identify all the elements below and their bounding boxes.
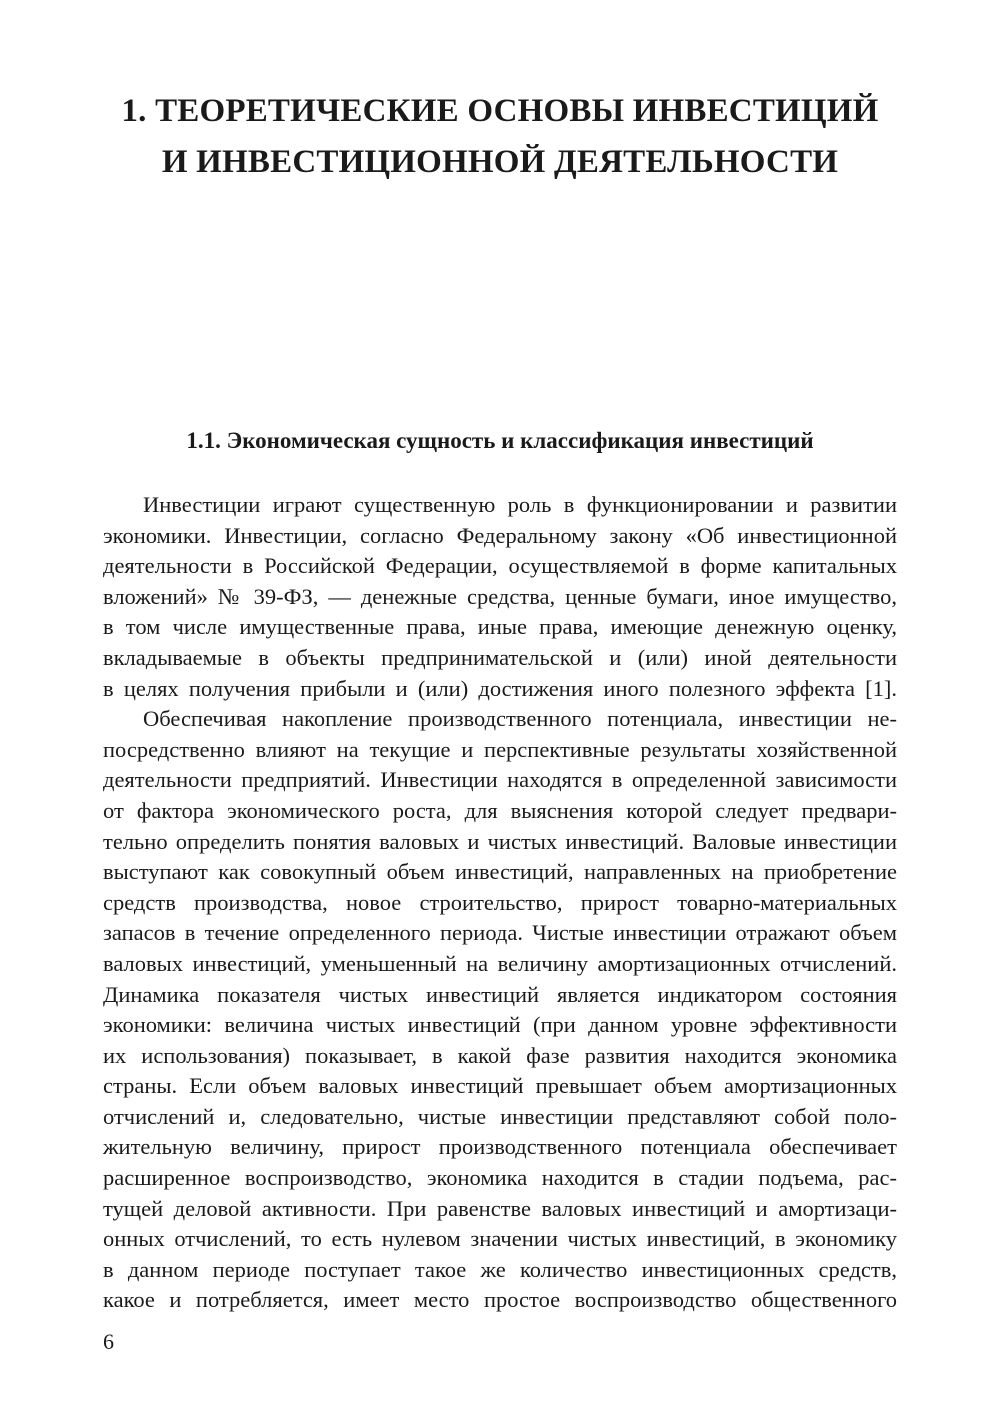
chapter-title: [100, 86, 900, 188]
chapter-title-line-1: 1. ТЕОРЕТИЧЕСКИЕ ОСНОВЫ ИНВЕСТИЦИЙ: [121, 93, 879, 129]
text-line: деятельности предприятий. Инвестиции находятся в определенной зависимости: [103, 767, 897, 793]
text-line: тельно определить понятия валовых и чистых инвестиций. Валовые инвестиции: [103, 828, 897, 854]
text-line: онных отчислений, то есть нулевом значении чистых инвестиций, в экономику: [103, 1226, 897, 1252]
text-line: жительную величину, прирост производственного потенциала обеспечивает: [103, 1134, 897, 1160]
section-title: 1.1. Экономическая сущность и классификация инвестиций: [186, 428, 814, 453]
text-line: запасов в течение определенного периода. Чистые инвестиции отражают объем: [103, 920, 897, 946]
text-line: экономики. Инвестиции, согласно Федеральному закону «Об инвестиционной: [103, 522, 897, 548]
text-line: в том числе имущественные права, иные права, имеющие денежную оценку,: [103, 614, 897, 640]
text-line: экономики: величина чистых инвестиций (при данном уровне эффективности: [103, 1012, 897, 1038]
text-line: Обеспечивая накопление производственного потенциала, инвестиции не-: [143, 706, 897, 732]
text-line: в целях получения прибыли и (или) достижения иного полезного эффекта [1].: [103, 675, 897, 701]
text-line: деятельности в Российской Федерации, осуществляемой в форме капитальных: [103, 553, 897, 579]
text-line: выступают как совокупный объем инвестиций, направленных на приобретение: [103, 859, 897, 885]
text-line: от фактора экономического роста, для выяснения которой следует предвари-: [103, 797, 897, 823]
text-line: вложений» № 39-ФЗ, — денежные средства, ценные бумаги, иное имущество,: [103, 583, 897, 609]
text-line: вкладываемые в объекты предпринимательской и (или) иной деятельности: [103, 644, 897, 670]
text-line: отчислений и, следовательно, чистые инвестиции представляют собой поло-: [103, 1103, 897, 1129]
body-text: [103, 490, 897, 1316]
text-line: средств производства, новое строительство, прирост товарно-материальных: [103, 889, 897, 915]
text-line: Динамика показателя чистых инвестиций является индикатором состояния: [103, 981, 897, 1007]
text-line: тущей деловой активности. При равенстве валовых инвестиций и амортизаци-: [103, 1195, 897, 1221]
text-line: страны. Если объем валовых инвестиций превышает объем амортизационных: [103, 1073, 897, 1099]
text-line: какое и потребляется, имеет место простое воспроизводство общественного: [103, 1287, 897, 1313]
paragraph-1: [103, 490, 897, 704]
text-line: валовых инвестиций, уменьшенный на величину амортизационных отчислений.: [103, 950, 897, 976]
paragraph-2: [103, 704, 897, 1316]
text-line: посредственно влияют на текущие и перспективные результаты хозяйственной: [103, 736, 897, 762]
text-line: в данном периоде поступает такое же количество инвестиционных средств,: [103, 1256, 897, 1282]
text-line: их использования) показывает, в какой фазе развития находится экономика: [103, 1042, 897, 1068]
page-number: 6: [103, 1329, 114, 1354]
text-line: расширенное воспроизводство, экономика находится в стадии подъема, рас-: [103, 1165, 897, 1191]
text-line: Инвестиции играют существенную роль в функционировании и развитии: [143, 492, 897, 517]
chapter-title-line-2: И ИНВЕСТИЦИОННОЙ ДЕЯТЕЛЬНОСТИ: [161, 144, 839, 180]
